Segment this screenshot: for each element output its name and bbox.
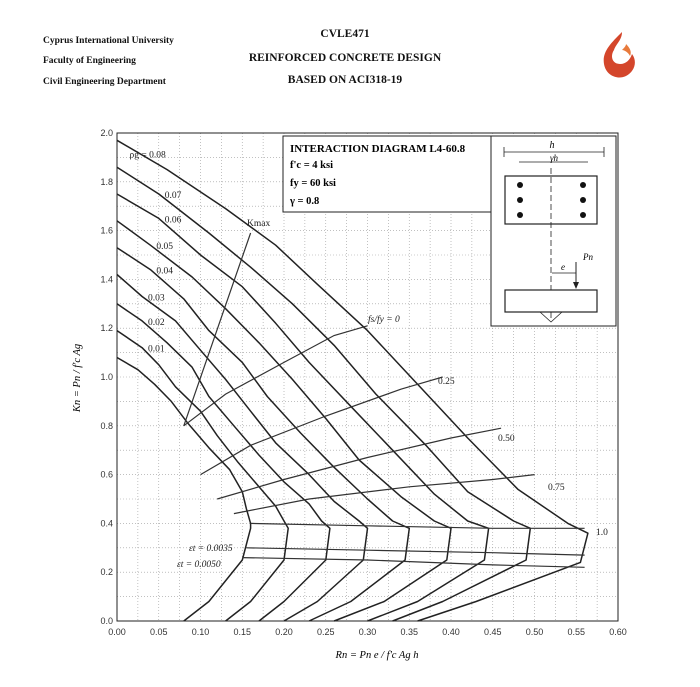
chart-title: INTERACTION DIAGRAM L4-60.8 [290,143,466,155]
y-tick-label: 0.0 [100,616,113,626]
x-tick-label: 0.15 [233,627,252,637]
x-tick-label: 0.30 [358,627,377,637]
section-h-label: h [549,140,555,151]
university-name: Cyprus International University [43,36,174,46]
rho-curve-label: 0.06 [164,215,182,226]
x-tick-label: 0.00 [108,627,126,637]
y-tick-label: 1.4 [100,274,113,285]
y-tick-label: 1.6 [100,225,113,236]
faculty-name: Faculty of Engineering [43,56,136,66]
x-tick-label: 0.45 [483,627,502,637]
guide-100-label: 1.0 [596,528,608,538]
y-tick-label: 1.8 [100,176,113,187]
y-tick-label: 2.0 [100,128,113,138]
course-title: REINFORCED CONCRETE DESIGN [248,52,442,64]
kmax-label: Kmax [247,219,271,229]
guide-025-label: 0.25 [438,377,455,387]
course-code: CVLE471 [320,28,370,40]
section-sketch [491,136,616,326]
chart-info-box [283,136,491,212]
x-axis-title: Rn = Pn e / f'c Ag h [335,650,419,661]
y-axis-title: Kn = Pn / f'c Ag [72,343,83,413]
rho-curve-label: 0.04 [156,266,174,277]
y-tick-label: 1.2 [100,323,113,334]
x-tick-label: 0.05 [149,627,168,637]
epsilon-0050-label: εt = 0.0050 [177,560,221,570]
rho-curve-label: 0.01 [148,344,165,355]
x-tick-label: 0.25 [316,627,335,637]
rho-curve-label: 0.05 [156,242,174,253]
x-tick-label: 0.35 [400,627,419,637]
y-tick-label: 0.8 [100,420,113,431]
rho-curve-label: 0.07 [164,191,182,201]
section-pn-label: Pn [583,252,593,262]
guide-line [246,548,584,555]
section-e-label: e [561,262,565,272]
rho-curve-0.06 [117,194,489,621]
guide-line [251,523,585,528]
guide-050-label: 0.50 [498,434,515,444]
section-gh-label: γh [549,153,559,163]
y-tick-label: 0.2 [100,567,113,578]
chart-param-fc: f'c = 4 ksi [290,160,334,171]
guide-line [184,233,251,426]
y-tick-label: 1.0 [100,372,113,382]
x-tick-label: 0.10 [191,627,210,637]
department-name: Civil Engineering Department [43,77,166,87]
epsilon-0035-label: εt = 0.0035 [189,544,233,554]
x-tick-label: 0.50 [525,627,544,637]
y-tick-label: 0.4 [100,518,113,529]
rho-curve-zero [117,358,251,622]
code-reference: BASED ON ACI318-19 [287,74,403,86]
chart-param-fy: fy = 60 ksi [290,178,336,189]
x-tick-label: 0.20 [275,627,293,637]
y-tick-label: 0.6 [100,469,113,480]
x-tick-label: 0.40 [442,627,460,637]
rho-curve-label: 0.03 [148,293,165,304]
rho-curve-label: ρg = 0.08 [129,150,166,161]
x-tick-label: 0.60 [609,627,627,637]
x-tick-label: 0.55 [567,627,586,637]
chart-param-gamma: γ = 0.8 [290,196,320,207]
rho-curve-label: 0.02 [148,317,165,328]
fsfy-zero-label: fs/fy = 0 [368,315,400,325]
guide-075-label: 0.75 [548,483,565,493]
guide-line [242,558,584,568]
